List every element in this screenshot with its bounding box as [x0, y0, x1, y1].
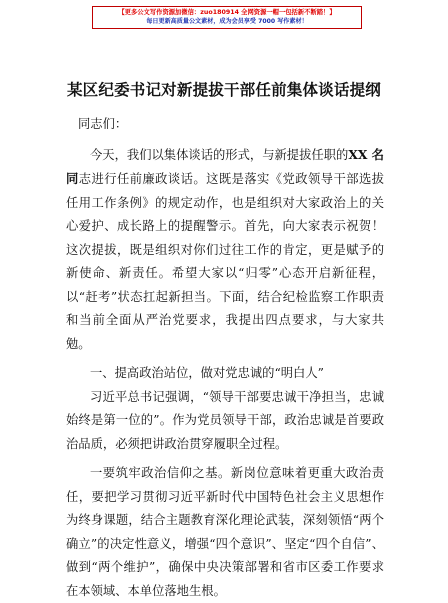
promo-banner-line-2: 每日更新高质量公文素材，成为会员享受 7000 写作素材！ [146, 18, 308, 25]
promo-banner-line-1: 【更多公文写作资源加微信：zuo180914 全网资源一帽一包括新不断踏！】 [118, 9, 336, 16]
document-title: 某区纪委书记对新提拔干部任前集体谈话提纲 [66, 81, 381, 99]
paragraph-intro-text-start: 今天，我们以集体谈话的形式，与新提拔任职的 [90, 147, 349, 162]
paragraph-section-1: 习近平总书记强调，“领导干部要忠诚干净担当，忠诚始终是第一位的”。作为党员领导干部，政治忠诚是首要政治品质，必须把讲政治贯穿履职全过程。 [66, 389, 384, 451]
paragraph-intro [66, 143, 384, 357]
paragraph-intro-emphasis: XX 名同 [66, 146, 384, 186]
paragraph-requirement-1: 一要筑牢政治信仰之基。新岗位意味着更重大政治责任，要把学习贯彻习近平新时代中国特色社会主义思想作为终身课题，结合主题教育深化理论武装，深刻领悟“两个确立”的决定性意义，增强“四个意识”、坚定“四个自信”、做到“两个维护”，确保中央决策部署和省市区委工作要求在本领域、本单位落地生根。 [66, 466, 384, 598]
section-heading-1: 一、提高政治站位，做对党忠诚的“明白人” [90, 366, 324, 380]
document-body [66, 113, 384, 603]
paragraph-intro-text-end: 志进行任前廉政谈话。这既是落实《党政领导干部选拔任用工作条例》的规定动作，也是组织对大家政治上的关心爱护、成长路上的提醒警示。首先，向大家表示祝贺！这次提拔，既是组织对你们过往工作的肯定，更是赋予的新使命、新责任。希望大家以“归零”心态开启新征程，以“赶考”状态扛起新担当。下面，结合纪检监察工作职责和当前全面从严治党要求，我提出四点要求，与大家共勉。 [66, 172, 384, 351]
promo-banner [92, 6, 362, 29]
salutation: 同志们： [78, 117, 128, 131]
